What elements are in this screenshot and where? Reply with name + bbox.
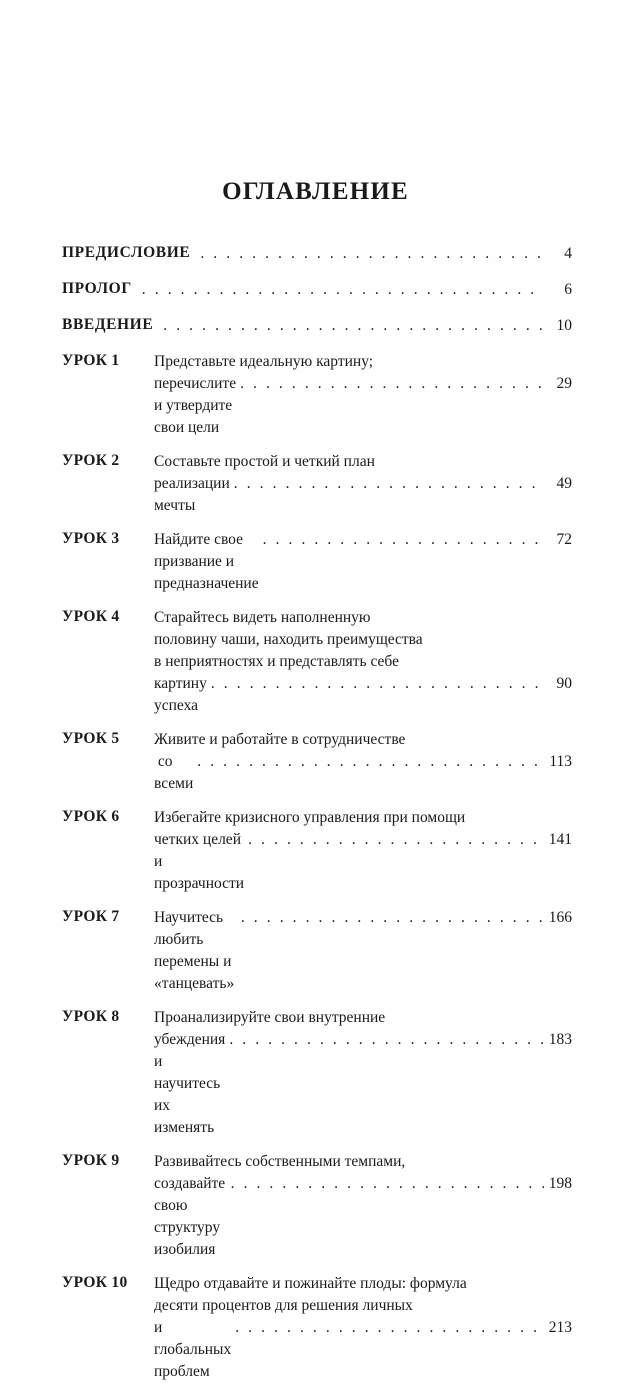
toc-entry-label: УРОК 5 <box>62 730 120 747</box>
toc-entry-body <box>148 729 572 795</box>
toc-page-number: 29 <box>556 375 572 392</box>
leader-dots <box>159 315 544 337</box>
toc-entry-text: перечислите и утвердите свои цели <box>154 375 240 436</box>
toc-entry-lesson-8[interactable] <box>62 1007 572 1139</box>
toc-entry-lesson-6[interactable] <box>62 807 572 895</box>
toc-page-number: 4 <box>564 245 572 262</box>
toc-entry-label: ПРОЛОГ <box>62 280 132 297</box>
toc-entry-text: Старайтесь видеть наполненную <box>154 609 371 626</box>
leader-dots <box>236 373 544 395</box>
toc-entry-label: УРОК 2 <box>62 452 120 469</box>
toc-page-number: 49 <box>556 475 572 492</box>
leader-dots <box>237 907 544 929</box>
toc-entry-label: УРОК 8 <box>62 1008 120 1025</box>
toc-entry-lesson-10[interactable] <box>62 1273 572 1383</box>
toc-page-number: 113 <box>549 753 572 770</box>
leader-dots <box>138 279 544 301</box>
toc-page-number: 141 <box>548 831 572 848</box>
toc-page-number: 72 <box>556 531 572 548</box>
toc-entry-text: Проанализируйте свои внутренние <box>154 1009 386 1026</box>
toc-entry-lesson-2[interactable] <box>62 451 572 517</box>
toc-entry-label: УРОК 7 <box>62 908 120 925</box>
leader-dots <box>231 1317 544 1339</box>
toc-entry-body <box>148 1273 572 1383</box>
leader-dots <box>244 829 544 851</box>
toc-entry-body <box>190 243 572 265</box>
toc-entry-text: создавайте свою структуру изобилия <box>154 1175 230 1258</box>
toc-entry-body <box>148 607 572 717</box>
toc-entry-label: ВВЕДЕНИЕ <box>62 316 154 333</box>
toc-entry-lesson-1[interactable] <box>62 351 572 439</box>
toc-entry-text: Найдите свое призвание и предназначение <box>154 531 259 592</box>
leader-dots <box>230 473 544 495</box>
toc-entry-text: Научитесь любить перемены и «танцевать» <box>154 909 236 992</box>
toc-entry-text: Избегайте кризисного управления при помощи <box>154 809 466 826</box>
toc-entry-body <box>148 807 572 895</box>
toc-entry-label: УРОК 1 <box>62 352 120 369</box>
toc-entry-label: УРОК 10 <box>62 1274 128 1291</box>
toc-page-number: 183 <box>548 1031 572 1048</box>
toc-entry-text: в неприятностях и представлять себе <box>154 653 399 670</box>
toc-entry-lesson-4[interactable] <box>62 607 572 717</box>
toc-entry-body <box>148 1151 572 1261</box>
toc-entry-text: Составьте простой и четкий план <box>154 453 375 470</box>
leader-dots <box>227 1173 544 1195</box>
toc-entry-introduction[interactable] <box>62 315 572 337</box>
toc-entry-prologue[interactable] <box>62 279 572 301</box>
toc-page-number: 6 <box>564 281 572 298</box>
toc-entry-label: УРОК 3 <box>62 530 120 547</box>
leader-dots <box>207 673 544 695</box>
toc-entry-lesson-7[interactable] <box>62 907 572 995</box>
toc-entry-text: четких целей и прозрачности <box>154 831 245 892</box>
toc-entry-text: Щедро отдавайте и пожинайте плоды: формула <box>154 1275 467 1292</box>
toc-entry-text: со всеми <box>154 753 194 792</box>
toc-entry-body <box>132 279 572 301</box>
leader-dots <box>193 751 544 773</box>
toc-page-number: 166 <box>548 909 572 926</box>
toc-entry-label: УРОК 6 <box>62 808 120 825</box>
table-of-contents <box>62 243 572 1395</box>
toc-entry-lesson-3[interactable] <box>62 529 572 595</box>
toc-entry-text: картину успеха <box>154 675 211 714</box>
toc-entry-text: половину чаши, находить преимущества <box>154 631 423 648</box>
toc-entry-label: УРОК 9 <box>62 1152 120 1169</box>
toc-entry-text: реализации мечты <box>154 475 234 514</box>
leader-dots <box>225 1029 544 1051</box>
leader-dots <box>196 243 544 265</box>
toc-entry-text: Представьте идеальную картину; <box>154 353 374 370</box>
toc-entry-label: ПРЕДИСЛОВИЕ <box>62 244 191 261</box>
toc-entry-preface[interactable] <box>62 243 572 265</box>
toc-entry-label: УРОК 4 <box>62 608 120 625</box>
leader-dots <box>259 529 544 551</box>
toc-entry-text: Живите и работайте в сотрудничестве <box>154 731 406 748</box>
toc-entry-text: убеждения и научитесь их изменять <box>154 1031 230 1136</box>
toc-page-number: 10 <box>556 317 572 334</box>
toc-entry-body <box>153 315 572 337</box>
toc-entry-lesson-5[interactable] <box>62 729 572 795</box>
toc-entry-body <box>148 1007 572 1139</box>
toc-entry-body <box>148 451 572 517</box>
toc-entry-body <box>148 529 572 595</box>
toc-entry-body <box>148 351 572 439</box>
toc-page-number: 90 <box>556 675 572 692</box>
page-title: ОГЛАВЛЕНИЕ <box>222 178 409 205</box>
toc-entry-text: Развивайтесь собственными темпами, <box>154 1153 406 1170</box>
toc-page-number: 198 <box>548 1175 572 1192</box>
toc-entry-text: десяти процентов для решения личных <box>154 1297 413 1314</box>
toc-entry-lesson-9[interactable] <box>62 1151 572 1261</box>
toc-page-number: 213 <box>548 1319 572 1336</box>
toc-entry-body <box>148 907 572 995</box>
toc-entry-text: и глобальных проблем <box>154 1319 236 1380</box>
